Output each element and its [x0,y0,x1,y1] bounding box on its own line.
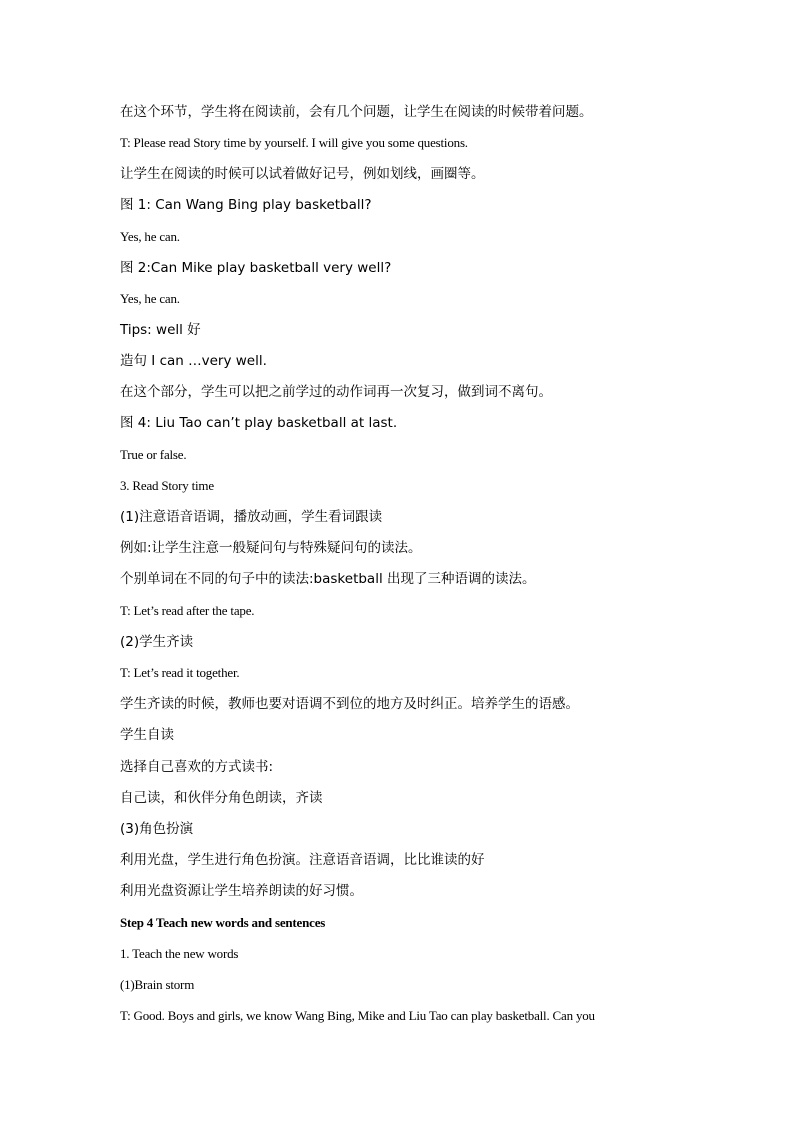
paragraph-review: 在这个部分，学生可以把之前学过的动作词再一次复习，做到词不离句。 [120,384,552,400]
paragraph-note-marking: 让学生在阅读的时候可以试着做好记号，例如划线，画圈等。 [120,166,485,182]
teach-new-words-heading: 1. Teach the new words [120,946,239,961]
word-reading-line: 个别单词在不同的句子中的读法:basketball 出现了三种语调的读法。 [120,571,536,587]
question-picture-2: 图 2:Can Mike play basketball very well? [120,260,392,276]
role-play-description: 利用光盘，学生进行角色扮演。注意语音语调，比比谁读的好 [120,852,485,868]
question-picture-4: 图 4: Liu Tao can’t play basketball at last. [120,415,398,431]
question-picture-1: 图 1: Can Wang Bing play basketball? [120,197,372,213]
example-line: 例如:让学生注意一般疑问句与特殊疑问句的读法。 [120,540,422,556]
paragraph-correction: 学生齐读的时候，教师也要对语调不到位的地方及时纠正。培养学生的语感。 [120,696,579,712]
true-or-false-line: True or false. [120,447,187,462]
step-4-heading: Step 4 Teach new words and sentences [120,915,326,930]
self-reading-heading: 学生自读 [120,727,174,743]
reading-habit-line: 利用光盘资源让学生培养朗读的好习惯。 [120,883,363,899]
step-3-role-play: (3)角色扮演 [120,821,194,837]
teacher-read-together: T: Let’s read it together. [120,665,240,680]
step-2-read-together: (2)学生齐读 [120,634,194,650]
answer-1: Yes, he can. [120,229,180,244]
teacher-read-after-tape: T: Let’s read after the tape. [120,603,255,618]
sentence-making-line: 造句 I can …very well. [120,353,267,369]
teacher-instruction: T: Please read Story time by yourself. I will give you some questions. [120,135,468,150]
reading-ways: 自己读，和伙伴分角色朗读，齐读 [120,790,323,806]
choose-reading-way: 选择自己喜欢的方式读书: [120,759,274,775]
section-read-story-time: 3. Read Story time [120,478,214,493]
tips-line: Tips: well 好 [120,322,201,338]
answer-2: Yes, he can. [120,291,180,306]
brain-storm-heading: (1)Brain storm [120,977,195,992]
step-1-intonation: (1)注意语音语调，播放动画，学生看词跟读 [120,509,383,525]
teacher-good-line: T: Good. Boys and girls, we know Wang Bing, Mike and Liu Tao can play basketball. Can you [120,1008,595,1023]
paragraph-section-intro: 在这个环节，学生将在阅读前，会有几个问题，让学生在阅读的时候带着问题。 [120,104,593,120]
